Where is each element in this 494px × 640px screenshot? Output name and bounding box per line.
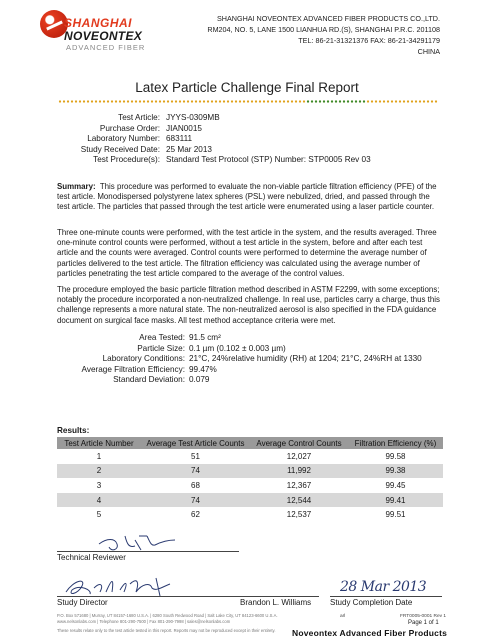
- completion-date-line: [330, 596, 442, 597]
- report-title: Latex Particle Challenge Final Report: [135, 80, 359, 95]
- param-value: 21°C, 24%relative humidity (RH) at 1204; 21°C, 24%RH at 1330: [189, 354, 422, 363]
- completion-date-label: Study Completion Date: [330, 598, 413, 607]
- table-row: [57, 507, 443, 522]
- results-label: Results:: [57, 426, 90, 435]
- table-row: [57, 493, 443, 508]
- table-cell: 1: [96, 451, 102, 461]
- footer-contact: www.nelsonlabs.com | Telephone 801-290-7500 | Fax 801-290-7998 | sales@nelsonlabs.com: [57, 619, 231, 624]
- param-label: Area Tested:: [139, 333, 185, 342]
- table-cell: 99.41: [348, 493, 443, 508]
- table-header-row: [57, 437, 443, 449]
- summary-paragraph: [57, 182, 443, 213]
- table-cell: 68: [191, 480, 200, 490]
- info-value: JYYS-0309MB: [166, 113, 220, 122]
- company-address: RM204, NO. 5, LANE 1500 LIANHUA RD.(S), SHANGHAI P.R.C. 201108: [207, 25, 440, 34]
- table-cell: 62: [191, 510, 200, 520]
- info-label: Test Article:: [118, 113, 160, 122]
- director-label: Study Director: [57, 598, 108, 607]
- footer-address: P.O. Box 571680 | Murray, UT 84157-1680 U.S.A. | 6280 South Redwood Road | Salt Lake City, UT 84123-6600 U.S.A.: [57, 613, 278, 618]
- info-value: JIAN0015: [166, 123, 202, 133]
- table-cell: 74: [141, 464, 250, 479]
- table-cell: 12,537: [286, 510, 312, 520]
- brand-watermark: Noveontex Advanced Fiber Products: [292, 628, 448, 638]
- column-header: Average Test Article Counts: [141, 437, 250, 449]
- procedure-paragraph: The procedure employed the basic particle filtration method described in ASTM F2299, with some exceptions; notably the procedure incorporated a non-neutralized challenge. In real use, particles carry a charge, thus this challenge represents a more natural state. The non-neutralized aerosol is also specified in the FDA guidance document on surgical face masks. All test method acceptance criteria were met.: [57, 285, 440, 325]
- reviewer-label: Technical Reviewer: [57, 553, 126, 562]
- director-signature-line: [57, 596, 319, 597]
- logo-text-line2: NOVEONTEX: [64, 29, 143, 43]
- param-label: Particle Size:: [137, 343, 185, 353]
- reviewer-signature-line: [57, 551, 239, 552]
- table-cell: 12,027: [286, 451, 312, 461]
- info-value: Standard Test Protocol (STP) Number: STP0005 Rev 03: [166, 155, 371, 164]
- company-logo: [40, 8, 190, 58]
- param-label: Laboratory Conditions:: [102, 354, 185, 363]
- param-value: 91.5 cm²: [189, 333, 221, 342]
- param-label: Standard Deviation:: [113, 375, 185, 384]
- form-number: FRT0005-0001 Rev 1: [400, 614, 447, 619]
- title-divider-accent: [306, 100, 366, 103]
- table-row: [57, 464, 443, 479]
- method-paragraph: Three one-minute counts were performed, with the test article in the system, and the results averaged. Three one-minute control counts were performed, without a test article in the system, before and after each test article and the counts were averaged. Control counts were performed to determine the average number of particles delivered to the test article. The filtration efficiency was calculated using the average number of particles penetrating the test article compared to the average of the control values.: [57, 228, 437, 278]
- table-cell: 99.58: [385, 451, 406, 461]
- article-info: [0, 113, 494, 173]
- table-cell: 99.45: [385, 480, 406, 490]
- company-phone: TEL: 86-21-31321376 FAX: 86-21-34291179: [298, 36, 440, 45]
- param-value: 99.47%: [189, 364, 217, 374]
- summary-label: Summary:: [57, 182, 96, 191]
- info-label: Laboratory Number:: [87, 134, 160, 143]
- param-value: 0.079: [189, 375, 210, 384]
- table-cell: 99.38: [348, 464, 443, 479]
- table-cell: 51: [191, 451, 200, 461]
- director-name: Brandon L. Williams: [240, 598, 312, 607]
- table-cell: 4: [57, 493, 141, 508]
- table-cell: 12,544: [250, 493, 348, 508]
- page-number: Page 1 of 1: [408, 620, 439, 626]
- table-cell: 2: [57, 464, 141, 479]
- table-cell: 3: [96, 480, 102, 490]
- logo-text-line1: SHANGHAI: [64, 16, 133, 30]
- results-table: [57, 437, 443, 522]
- company-country: CHINA: [417, 47, 440, 56]
- info-label: Test Procedure(s):: [93, 155, 160, 164]
- table-row: [57, 478, 443, 493]
- company-name: SHANGHAI NOVEONTEX ADVANCED FIBER PRODUCTS CO.,LTD.: [217, 14, 440, 23]
- table-cell: 99.51: [385, 510, 406, 520]
- footer-initials: arl: [340, 614, 346, 619]
- logo-text-line3: ADVANCED FIBER: [66, 43, 146, 52]
- info-label: Purchase Order:: [99, 123, 160, 133]
- test-parameters: [0, 333, 494, 393]
- column-header: Test Article Number: [57, 437, 141, 449]
- info-value: 25 Mar 2013: [166, 144, 212, 154]
- info-value: 683111: [166, 134, 193, 143]
- column-header: Filtration Efficiency (%): [348, 437, 443, 449]
- table-cell: 5: [96, 510, 102, 520]
- param-label: Average Filtration Efficiency:: [81, 364, 185, 374]
- column-header: Average Control Counts: [250, 437, 348, 449]
- info-label: Study Received Date:: [80, 144, 160, 154]
- param-value: 0.1 µm (0.102 ± 0.003 µm): [189, 343, 286, 353]
- table-cell: 12,367: [286, 480, 312, 490]
- footer-disclaimer: These results relate only to the test article tested in this report. Reports may not be reproduced except in their entirety.: [57, 628, 276, 633]
- table-row: [57, 449, 443, 464]
- table-cell: 74: [141, 493, 250, 508]
- completion-date: 28 Mar 2013: [340, 579, 427, 595]
- table-cell: 11,992: [250, 464, 348, 479]
- title-divider: [58, 100, 438, 103]
- summary-text: This procedure was performed to evaluate the non-viable particle filtration efficiency (PFE) of the test article. Monodispersed polystyrene latex spheres (PSL) were nebulized, dried, and passed through the test article. The particles that passed through the test article were enumerated using a laser particle counter.: [57, 182, 437, 212]
